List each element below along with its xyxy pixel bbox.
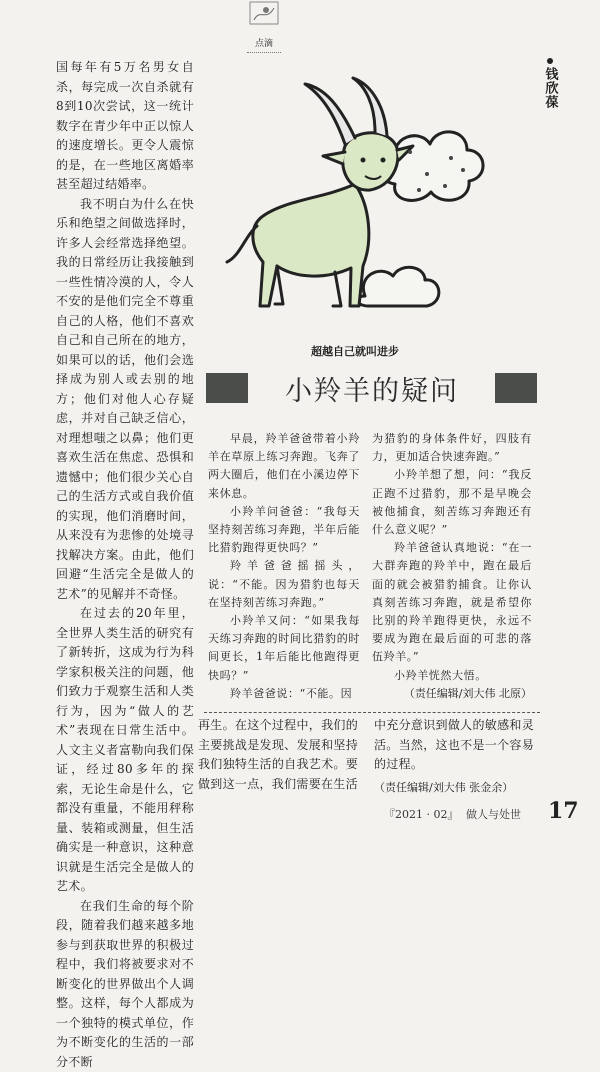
continuation-column-b: [374, 716, 534, 797]
story-editor-credit: （责任编辑/刘大伟 北原）: [372, 685, 532, 703]
continuation-text-b: 中充分意识到做人的敏感和灵活。当然，这也不是一个容易的过程。: [374, 716, 534, 775]
column-logo: [244, 0, 284, 54]
story-paragraph: 小羚羊想了想，问：“我反正跑不过猎豹，那不是早晚会被他捕食，刻苦练习奔跑还有什么意义呢？”: [372, 466, 532, 539]
title-block-left: [206, 373, 248, 403]
story-paragraph: 羚羊爸爸认真地说：“在一大群奔跑的羚羊中，跑在最后面的就会被猎豹捕食。让你认真刻苦练习奔跑，就是希望你比别的羚羊跑得更快，永远不要成为跑在最后面的可悲的落伍羚羊。”: [372, 539, 532, 666]
author-byline: [540, 58, 560, 109]
left-paragraph-3: 在过去的20年里，全世界人类生活的研究有了新转折，这成为行为科学家积极关注的问题，他们致力于观察生活和人类行为，因为“做人的艺术”表现在日常生活中。人文主义者富勒向我们保证，经过80多年的探索，无论生命是什么，它都没有重量，不能用秤称量、装箱或测量，但生活确实是一种意识，这种意识就是生活完全是做人的艺术。: [56, 604, 194, 897]
story-title: 小羚羊的疑问: [252, 369, 492, 408]
story-column-1: [208, 430, 360, 703]
footer-issue: 『2021 · 02』: [384, 806, 458, 822]
footer-magazine: 做人与处世: [466, 806, 521, 822]
title-block-right: [495, 373, 537, 403]
page-number: 17: [548, 798, 579, 824]
continuation-text-a: 再生。在这个过程中，我们的主要挑战是发现、发展和坚持我们独特生活的自我艺术。要做到这一点，我们需要在生活: [198, 716, 358, 794]
story-paragraph: 羚羊爸爸摇摇头，说：“不能。因为猎豹也每天在坚持刻苦练习奔跑。”: [208, 557, 360, 612]
story-paragraph: 羚羊爸爸说：“不能。因: [208, 685, 360, 703]
left-paragraph-1: 国每年有5万名男女自杀，每完成一次自杀就有8到10次尝试，这一统计数字在青少年中正以惊人的速度增长。更令人震惊的是，在一些地区离婚率甚至超过结婚率。: [56, 58, 194, 195]
story-paragraph: 早晨，羚羊爸爸带着小羚羊在草原上练习奔跑。飞奔了两大圈后，他们在小溪边停下来休息。: [208, 430, 360, 503]
illustration-caption: 超越自己就叫进步: [300, 343, 410, 359]
logo-underline: [247, 52, 281, 53]
continuation-editor-credit: （责任编辑/刘大伟 张金余）: [374, 779, 534, 797]
story-paragraph: 小羚羊又问：“如果我每天练习奔跑的时间比猎豹的时间更长，1年后能比他跑得更快吗？”: [208, 612, 360, 685]
left-column: [56, 58, 194, 1072]
column-label: 点滴: [244, 36, 284, 49]
author-name: 钱欣葆: [541, 67, 560, 109]
left-paragraph-4: 在我们生命的每个阶段，随着我们越来越多地参与到获取世界的积极过程中，我们将被要求对不断变化的世界做出个人调整。这样，每个人都成为一个独特的模式单位，作为不断变化的生活的一部分不断: [56, 897, 194, 1072]
story-column-2: [372, 430, 532, 703]
author-dot-icon: [547, 58, 553, 64]
story-paragraph: 小羚羊恍然大悟。: [372, 667, 532, 685]
logo-sketch-icon: [244, 0, 284, 30]
antelope-drawing-icon: [205, 66, 495, 336]
section-divider: [204, 712, 540, 713]
left-paragraph-2: 我不明白为什么在快乐和绝望之间做选择时，许多人会经常选择绝望。我的日常经历让我接触到一些性情冷漠的人，令人不安的是他们完全不尊重自己的人格，他们不喜欢自己和自己所在的地方，如果可以的话，他们会选择成为别人或去别的地方；他们对他人心存疑虑，并对自己缺乏信心，对理想嗤之以鼻；他们更喜欢生活在焦虑、恐惧和遗憾中；他们很少关心自己的生活方式或自我价值的实现，他们消磨时间，从来没有为悲惨的处境寻找解决方案。由此，他们回避“生活完全是做人的艺术”的见解并不奇怪。: [56, 195, 194, 605]
continuation-column-a: [198, 716, 358, 794]
antelope-illustration: [205, 66, 495, 336]
story-paragraph: 为猎豹的身体条件好，四肢有力，更加适合快速奔跑。”: [372, 430, 532, 466]
story-paragraph: 小羚羊问爸爸：“我每天坚持刻苦练习奔跑，半年后能比猎豹跑得更快吗？”: [208, 503, 360, 558]
